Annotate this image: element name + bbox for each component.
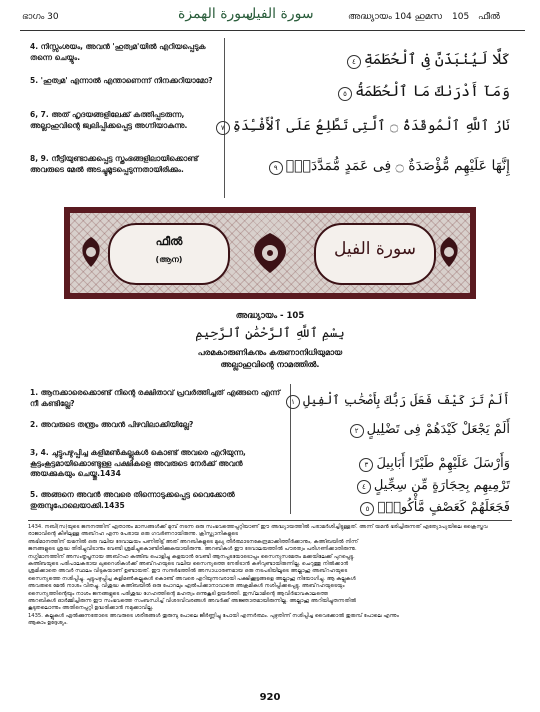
footnote-line: 1435. കല്ലുകള്‍ ഏല്‍ക്കുന്നതോടെ അവരുടെ ശരീരങ്ങള്‍ തുരുമ്പു പോലെ ജീര്‍ണ്ണിച്ചു പോയി എന്നര്‍ത്ഥം. പുഴുതിന്ന് നശിപ്പിച്ച വൈക്കോല്‍ തുരുമ്പ് പോലെ എന്നും <box>28 612 399 619</box>
ayah-number: ٧ <box>216 121 230 135</box>
translation-verse-5b: 5. അങ്ങനെ അവന്‍ അവരെ തിന്നൊടുക്കപ്പെട്ട വൈക്കോല്‍ തുരുമ്പുപോലെയാക്കി.1435 <box>30 490 235 510</box>
footnote-line: ജനങ്ങളുടെ ശ്രദ്ധ തിരിച്ചുവിടാനും വേണ്ടി ശ്രമിച്ചുകൊണ്ടിരിക്കുകയായിരുന്നു. അറബികള്‍ ഈ ദേവാലയത്തില്‍ പൗരത്വം പരിഗണിക്കാതിരുന്നു. <box>28 546 357 553</box>
translation-verse-3-4: 3, 4. ചുട്ടുപഴുപ്പിച്ച കളിമണ്‍കല്ലുകള്‍ കൊണ്ട് അവരെ എറിയുന്ന, കൂട്ടംകൂട്ടമായിക്കൊണ്ടുള്ള പക്ഷികളെ അവരുടെ നേര്‍ക്ക് അവന്‍ അയക്കുകയും ചെയ്തു.1434 <box>30 448 246 478</box>
footnote-line: അഭിമാനത്തിന് യമനില്‍ ഒരു വലിയ ദേവാലയം പണിതിട്ട് അത് അറബികളുടെ മുഖ്യ തീര്‍ത്ഥാടനകേന്ദ്രമാക്കിത്തീര്‍ക്കാനും, കഅ്ബയില്‍ നിന്ന് <box>28 538 359 545</box>
arabic-verses-bottom <box>291 384 510 520</box>
footnote-line: നഗ്ഗിമാനത്തിന് അസംതൃപ്തനായ അബ്‌റഹ കഅ്ബ പൊളിച്ചു കളയാന്‍ വേണ്ടി ആനപ്പടയോടൊപ്പം സൈന്യസമേതം മക്കയിലേക്ക് പുറപ്പെട്ടു. <box>28 553 355 560</box>
translation-verse-5: 5. 'ഹുത്വമ' എന്നാല്‍ എന്താണെന്ന് നിനക്കറിയാമോ? <box>30 76 213 85</box>
arabic-line: فَجَعَلَهُمْ كَعَصْفٍ مَّأْكُولٍۭ٥ <box>357 500 510 516</box>
header-divider <box>20 30 525 31</box>
ayah-number: ٢ <box>350 424 364 438</box>
chapter-label: അദ്ധ്യായം 104 ഹുമസ <box>348 12 442 22</box>
translation-verse-4: 4. നിസ്സംശയം, അവന്‍ 'ഹുത്വമ'യില്‍ എറിയപ്പെടുക തന്നെ ചെയ്യും. <box>30 42 206 62</box>
translation-verse-2: 2. അവരുടെ തന്ത്രം അവന്‍ പിഴവിലാക്കിയില്ലേ? <box>30 420 194 429</box>
surah-title-ar-left: سورة الهمزة <box>178 6 254 22</box>
footnote-line: കഅ്ബയുടെ പരിപാലകരായ ഖുറൈശികള്‍ക്ക് അബ്‌റഹയുടെ വലിയ സൈന്യത്തെ നേരിടാന്‍ കഴിവുണ്ടായിരുന്നില്ല. ചെറുത്തു നില്‍ക്കാന്‍ <box>28 561 349 568</box>
footnote-line: കൂടുതലൊന്നും അതിനെപ്പറ്റി ഉദ്ധരിക്കാന്‍ നമുക്കാവില്ല. <box>28 605 154 612</box>
basmala-arabic: بِسْمِ ٱللَّهِ ٱلرَّحْمَٰنِ ٱلرَّحِيمِ <box>195 326 345 341</box>
footnotes <box>28 524 512 628</box>
surah-name-ml: ഫീൽ <box>155 235 183 248</box>
chapter-title: അദ്ധ്യായം - 105 <box>235 311 305 321</box>
ayah-number: ٣ <box>359 458 373 472</box>
cartouche-malayalam <box>108 223 230 285</box>
arabic-line: أَلَمْ تَرَ كَيْفَ فَعَلَ رَبُّكَ بِأَصْحَٰبِ ٱلْفِيلِ١ <box>283 392 510 409</box>
ornament-right-icon <box>434 235 464 269</box>
ayah-number: ٥ <box>360 502 374 516</box>
footnote-line: സൈന്യത്തെ നശിപ്പിച്ചു. ചുട്ടുപഴുപ്പിച്ച കളിമണ്‍കല്ലുകള്‍ കൊണ്ട് അവരെ എറിയുന്നവരായി പക്ഷിക്കൂട്ടങ്ങളെ അല്ലാഹു നിയോഗിച്ചു. ആ കല്ലുകള്‍ <box>28 575 356 582</box>
translation-verse-1: 1. ആനക്കാരെക്കൊണ്ട് നിന്റെ രക്ഷിതാവ് പ്രവര്‍ത്തിച്ചത് എങ്ങനെ എന്ന് നീ കണ്ടില്ലേ? <box>30 388 281 408</box>
surah-name: ഫീൽ <box>478 12 500 22</box>
ayah-number: ٩ <box>269 161 283 175</box>
ayah-number: ٤ <box>357 480 371 494</box>
surah-meaning-ml: (ആന) <box>155 255 183 264</box>
ornament-left-icon <box>76 235 106 269</box>
arabic-line: وَمَآ أَدْرَىٰكَ مَا ٱلْحُطَمَةُ٥ <box>335 82 510 101</box>
footnote-line: അറബികള്‍ ഓര്‍മ്മിച്ചിരുന്ന ഈ സംഭവത്തെ സംബന്ധിച്ച് വിശദവിവരങ്ങള്‍ അവര്‍ക്ക് അജ്ഞാതമായിരുന്നില്ല. അല്ലാഹു അറിയിച്ചുതന്നതില്‍ <box>28 598 357 605</box>
surah-banner <box>64 207 476 299</box>
part-label: ഭാഗം 30 <box>22 12 59 22</box>
footnote-line: 1434. നബി(സ)യുടെ ജനനത്തിന് ഏതാനും മാസങ്ങള്‍ക്ക് മുമ്പ് നടന്ന ഒരു സംഭവത്തെപ്പറ്റിയാണ് ഈ അദ്ധ്യായത്തില്‍ പരാമര്‍ശിച്ചിട്ടുള്ളത്. അന്ന് യമന്‍ ഭരിച്ചിരുന്നത് എത്യോപ്യയിലെ ക്രൈസ്തവ രാജാവിന്റെ കീഴിലുള്ള അബ്‌റഹ എന്ന പേരായ ഒരു ഗവര്‍ണറായിരുന്നു. ക്രിസ്ത്യാനികളുടെ <box>28 524 488 538</box>
ornament-center-icon <box>242 231 298 275</box>
arabic-line: وَأَرْسَلَ عَلَيْهِمْ طَيْرًا أَبَابِيلَ٣ <box>356 456 510 472</box>
ayah-number: ٥ <box>338 87 352 101</box>
footnote-line: ആകാം ഉദ്ദേശ്യം. <box>28 620 68 627</box>
footnote-line: സൈന്യത്തിന്റെയും നാശം ജനങ്ങളുടെ പരിശുദ്ധ ഗേഹത്തിന്റെ മഹത്വം ഒന്നുകൂടി ഉയര്‍ത്തി. ഇസ്‌ലാമിന്റെ ആവിര്‍ഭാവകാലത്തെ <box>28 590 329 597</box>
translation-verse-6-7: 6, 7. അത് ഹൃദയങ്ങളിലേക്ക് കത്തിപ്പടരുന്ന, അല്ലാഹുവിന്റെ ജ്വലിപ്പിക്കപ്പെട്ട അഗ്നിയാകുന്നു. <box>30 110 188 130</box>
page-number: 920 <box>259 692 281 703</box>
ayah-number: ٤ <box>347 55 361 69</box>
surah-number: 105 <box>452 12 470 22</box>
footnote-line: ശ്രമിക്കാതെ അവര്‍ സ്ഥലം വിടുകയാണ് ഉണ്ടായത്. ഈ സന്ദര്‍ഭത്തില്‍ അസാധാരണമായ ഒരു നടപടിയിലൂടെ അല്ലാഹു അബ്‌റഹയുടെ <box>28 568 348 575</box>
surah-name-ar: سورة الفيل <box>333 239 417 259</box>
arabic-verses-top <box>220 40 510 200</box>
ayah-number: ١ <box>286 395 300 409</box>
arabic-line: أَلَمْ يَجْعَلْ كَيْدَهُمْ فِى تَضْلِيلٍ٢ <box>347 422 510 438</box>
basmala-ml-line2: അല്ലാഹുവിന്റെ നാമത്തില്‍. <box>220 360 320 369</box>
banner-pattern <box>70 213 470 293</box>
arabic-line: كَلَّا لَيُنۢبَذَنَّ فِى ٱلْحُطَمَةِ٤ <box>344 50 510 69</box>
page-header <box>0 0 540 30</box>
arabic-line: نَارُ ٱللَّهِ ٱلْمُوقَدَةُ ۝ ٱلَّتِى تَطَّلِعُ عَلَى ٱلْأَفْـِٔدَةِ٧ <box>213 118 510 135</box>
surah-title-ar-right: سورة الفيل <box>246 6 314 22</box>
footnote-line: അവരുടെ മേല്‍ നാശം വിതച്ചു. വിശുദ്ധ കഅ്ബയില്‍ ഒരു പോറലും ഏല്‍പിക്കാനാവാതെ അക്രമികള്‍ നശിപ്പിക്കപ്പെട്ടു. അബ്‌റഹയുടെയും <box>28 583 345 590</box>
arabic-line: إِنَّهَا عَلَيْهِم مُّؤْصَدَةٌ ۝ فِى عَمَدٍ مُّمَدَّدَةٍۭ٩ <box>266 158 510 175</box>
basmala-ml-line1: പരമകാരുണികനും കരുണാനിധിയുമായ <box>197 348 343 357</box>
footnote-divider <box>28 520 512 521</box>
translation-verse-8-9: 8, 9. നീട്ടിയുണ്ടാക്കപ്പെട്ട സ്തംഭങ്ങളിലായിക്കൊണ്ട് അവരുടെ മേല്‍ അടച്ചുമൂടപ്പെടുന്നതായിരിക്കും. <box>30 154 199 174</box>
cartouche-arabic <box>314 223 436 285</box>
arabic-line: تَرْمِيهِم بِحِجَارَةٍ مِّن سِجِّيلٍ٤ <box>354 478 510 494</box>
